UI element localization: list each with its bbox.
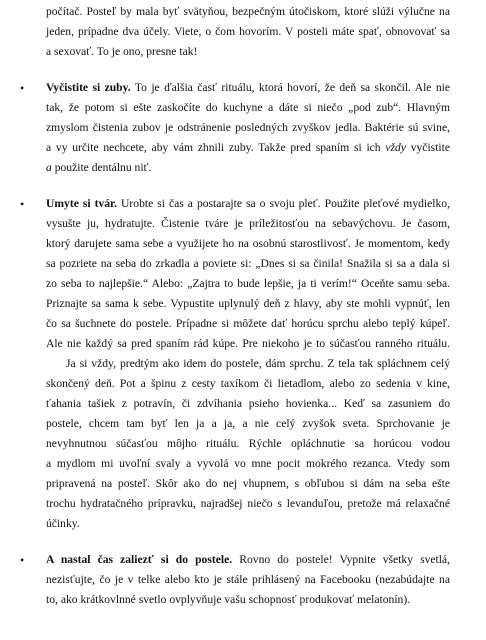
face-line-3: ktorý darujete sama sebe a využijete ho na osobnú starostlivosť. Je momentom, kedy [46,237,450,250]
shower-line-1: Ja si vždy, predtým ako idem do postele, dám sprchu. Z tela tak spláchnem celý [66,357,450,370]
face-line-6: Priznajte sa sama k sebe. Vypustite uplynulý deň z hlavy, aby ste mohli vypnúť, len [46,297,450,310]
intro-line-2: jeden, prípadne dva účely. Viete, o čom hovorím. V posteli máte spať, obnovovať sa [46,25,450,38]
face-line-2: vysušte ju, hydratujte. Čistenie tváre je príležitosťou na sebavýchovu. Je časom, [46,217,450,230]
face-heading: Umyte si tvár. [46,197,118,210]
face-line-7: čo sa šuchnete do postele. Prípadne si môžete dať horúcu sprchu alebo teplý kúpeľ. [46,317,450,330]
bullet-face: • [20,197,25,211]
shower-line-4: postele, chcem tam byť len ja a ja, a nie celý zvyšok sveta. Sprchovanie je [46,417,450,430]
bullet-teeth: • [20,81,25,95]
teeth-line-5: a použite dentálnu niť. [46,161,152,174]
shower-line-7: pripravená na posteľ. Skôr ako do nej vhupnem, s obľubou si dám na seba ešte [46,477,450,490]
shower-line-3: ťahania tašiek z potravín, či zdvíhania psieho hovienka... Keď sa zasuniem do [46,397,450,410]
teeth-line-2: tak, že potom si ešte zaskočíte do kuchyne a dáte si niečo „pod zub“. Hlavným [46,101,450,114]
intro-line-1: počítač. Posteľ by mala byť svätyňou, bezpečným útočiskom, ktoré slúži výlučne na [46,5,450,18]
teeth-heading: Vyčistite si zuby. [46,81,131,94]
shower-line-8: trochu hydratačného prípravku, najradšej niečo s levanduľou, pretože má relaxačné [46,497,450,510]
face-line-8: Ale nie každý sa pred spaním rád kúpe. Pre niekoho je to súčasťou ranného rituálu. [46,337,450,350]
shower-line-5: nevyhnutnou súčasťou môjho rituálu. Rýchle opláchnutie sa horúcou vodou [46,437,450,450]
teeth-line-1: Vyčistite si zuby. To je ďalšia časť rituálu, ktorá hovorí, že deň sa skončil. Ale nie [46,81,450,94]
bed-heading: A nastal čas zaliezť si do postele. [46,553,233,566]
shower-line-6: a mydlom mi uvoľní svaly a vyvolá vo mne pocit mokrého rezanca. Vtedy som [46,457,450,470]
teeth-line-3: zmyslom čistenia zubov je odstránenie posledných zvyškov jedla. Baktérie sú svine, [46,121,450,134]
bed-line-3: to, ako krátkovlnné svetlo ovplyvňuje vašu schopnosť produkovať melatonín). [46,593,411,606]
teeth-line-4: a vy určite nechcete, aby vám zhnili zuby. Takže pred spaním si ich vždy vyčistite [46,141,450,154]
face-line-5: zo seba to najlepšie.“ Alebo: „Zajtra to bude lepšie, ja ti verím!“ Oceňte samu seba. [46,277,450,290]
shower-line-9: účinky. [46,517,80,530]
bed-line-1: A nastal čas zaliezť si do postele. Rovno do postele! Vypnite všetky svetlá, [46,553,451,566]
shower-line-2: skončený deň. Pot a špinu z cesty taxíkom či lietadlom, alebo zo sedenia v kine, [46,377,450,390]
bullet-bed: • [20,553,25,567]
intro-line-3: a sexovať. To je ono, presne tak! [46,45,198,58]
bed-line-2: nezisťujte, čo je v telke alebo kto je stále prihlásený na Facebooku (nezabúdajte na [46,573,450,586]
face-line-1: Umyte si tvár. Urobte si čas a postarajte sa o svoju pleť. Použite pleťové mydielko, [46,197,450,210]
face-line-4: sa pozriete na seba do zrkadla a poviete si: „Dnes si sa činila! Snažila si sa a dala si [46,257,450,270]
